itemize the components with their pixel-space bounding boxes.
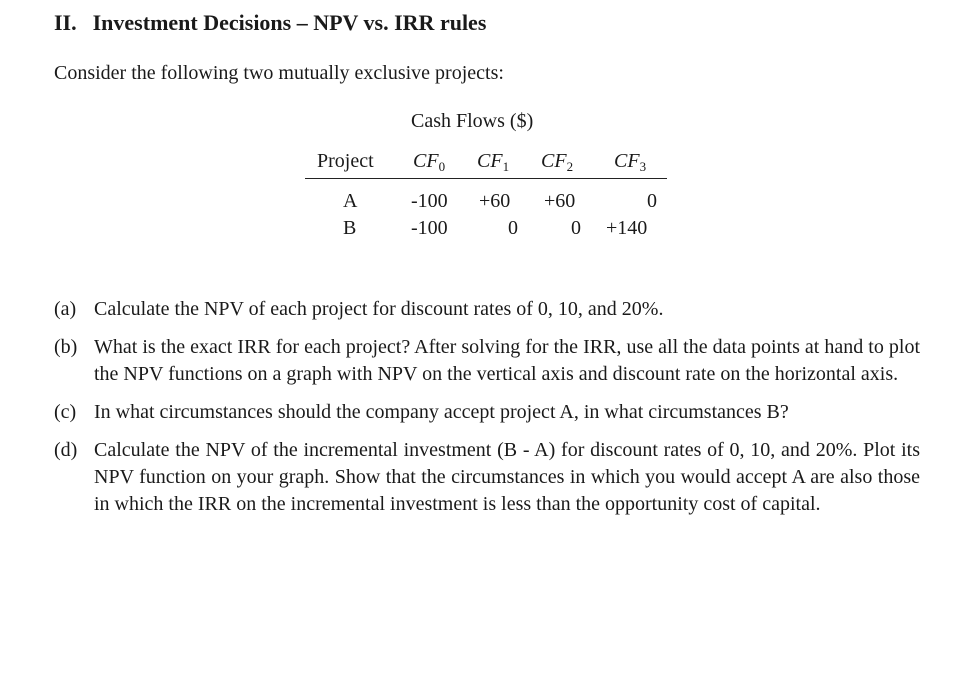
table-row bbox=[305, 190, 667, 216]
header-cf3: $CF_3$ bbox=[614, 150, 647, 174]
row-b-project: B bbox=[343, 217, 357, 239]
question-list bbox=[54, 296, 920, 529]
question-item bbox=[54, 437, 920, 518]
question-item bbox=[54, 399, 920, 426]
question-label: (d) bbox=[54, 439, 78, 461]
row-a-cf2: +60 bbox=[544, 190, 576, 212]
row-b-cf2: 0 bbox=[571, 217, 581, 239]
header-cf2: $CF_2$ bbox=[541, 150, 574, 174]
header-cf0: $CF_0$ bbox=[413, 150, 446, 174]
question-text: Calculate the NPV of each project for discount rates of 0, 10, and 20%. bbox=[94, 298, 664, 320]
intro-text: Consider the following two mutually exclusive projects: bbox=[54, 62, 504, 84]
question-item bbox=[54, 334, 920, 388]
row-a-project: A bbox=[343, 190, 358, 212]
row-b-cf3: +140 bbox=[606, 217, 648, 239]
header-cf1: $CF_1$ bbox=[477, 150, 510, 174]
table-header bbox=[305, 148, 667, 179]
question-item bbox=[54, 296, 920, 323]
section-number: II. bbox=[54, 10, 77, 35]
table-caption: Cash Flows ($) bbox=[411, 110, 534, 132]
question-label: (b) bbox=[54, 336, 78, 358]
question-label: (a) bbox=[54, 298, 77, 320]
header-project: Project bbox=[317, 150, 374, 172]
question-text: Calculate the NPV of the incremental investment (B - A) for discount rates of 0, 10, and 20%. Plot its NPV function on your graph. Show that the circumstances in which you would accept A are also those in which the IRR on the incremental investment is less than the opportunity cost of capital. bbox=[94, 439, 920, 515]
question-text: What is the exact IRR for each project? After solving for the IRR, use all the data points at hand to plot the NPV functions on a graph with NPV on the vertical axis and discount rate on the horizontal axis. bbox=[94, 336, 920, 385]
row-a-cf3: 0 bbox=[647, 190, 657, 212]
section-heading bbox=[54, 10, 486, 36]
question-label: (c) bbox=[54, 401, 77, 423]
question-text: In what circumstances should the company accept project A, in what circumstances B? bbox=[94, 401, 789, 423]
section-title: Investment Decisions – NPV vs. IRR rules bbox=[92, 10, 487, 35]
row-a-cf0: -100 bbox=[411, 190, 448, 212]
table-row bbox=[305, 217, 667, 243]
row-a-cf1: +60 bbox=[479, 190, 511, 212]
row-b-cf1: 0 bbox=[508, 217, 518, 239]
row-b-cf0: -100 bbox=[411, 217, 448, 239]
